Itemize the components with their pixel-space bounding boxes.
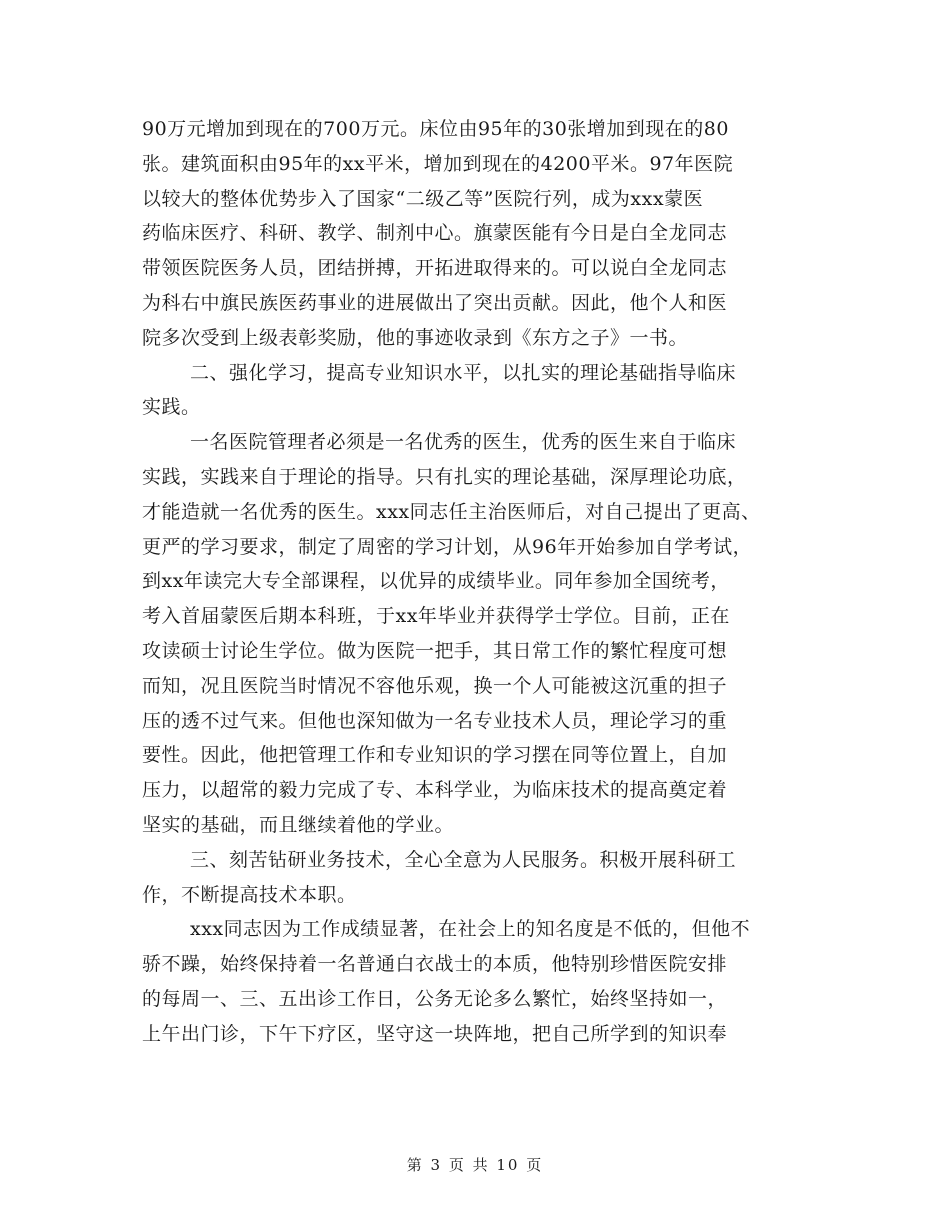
text-line: 攻读硕士讨论生学位。做为医院一把手，其日常工作的繁忙程度可想 <box>142 639 728 662</box>
text-line: 到xx年读完大专全部课程，以优异的成绩毕业。同年参加全国统考， <box>142 570 730 593</box>
text-line: 坚实的基础，而且继续着他的学业。 <box>142 813 455 836</box>
text-line: 院多次受到上级表彰奖励，他的事迹收录到《东方之子》一书。 <box>142 326 689 349</box>
text-line: 为科右中旗民族医药事业的进展做出了突出贡献。因此，他个人和医 <box>142 291 728 314</box>
text-line: 骄不躁，始终保持着一名普通白衣战士的本质，他特别珍惜医院安排 <box>142 953 728 976</box>
text-line: 才能造就一名优秀的医生。xxx同志任主治医师后，对自己提出了更高、 <box>142 500 761 523</box>
text-line: 压的透不过气来。但他也深知做为一名专业技术人员，理论学习的重 <box>142 709 728 732</box>
text-line: 要性。因此，他把管理工作和专业知识的学习摆在同等位置上，自加 <box>142 744 728 767</box>
text-line: 更严的学习要求，制定了周密的学习计划，从96年开始参加自学考试， <box>142 535 753 558</box>
text-line: 实践，实践来自于理论的指导。只有扎实的理论基础，深厚理论功底， <box>142 465 747 488</box>
text-line: 二、强化学习，提高专业知识水平，以扎实的理论基础指导临床 <box>190 361 737 384</box>
text-line: 考入首届蒙医后期本科班，于xx年毕业并获得学士学位。目前，正在 <box>142 605 730 628</box>
text-line: 压力，以超常的毅力完成了专、本科学业，为临床技术的提高奠定着 <box>142 779 728 802</box>
text-line: xxx同志因为工作成绩显著，在社会上的知名度是不低的，但他不 <box>190 918 751 941</box>
text-line: 药临床医疗、科研、教学、制剂中心。旗蒙医能有今日是白全龙同志 <box>142 222 728 245</box>
text-line: 张。建筑面积由95年的xx平米，增加到现在的4200平米。97年医院 <box>142 152 734 175</box>
text-line: 带领医院医务人员，团结拼搏，开拓进取得来的。可以说白全龙同志 <box>142 257 728 280</box>
text-line: 作，不断提高技术本职。 <box>142 883 357 906</box>
document-body <box>142 112 842 1052</box>
text-line: 上午出门诊，下午下疗区，坚守这一块阵地，把自己所学到的知识奉 <box>142 1022 728 1045</box>
text-line: 实践。 <box>142 396 201 419</box>
text-line: 以较大的整体优势步入了国家“二级乙等”医院行列，成为xxx蒙医 <box>142 187 704 210</box>
page-footer: 第 3 页 共 10 页 <box>406 1156 544 1174</box>
text-line: 而知，况且医院当时情况不容他乐观，换一个人可能被这沉重的担子 <box>142 674 728 697</box>
text-line: 90万元增加到现在的700万元。床位由95年的30张增加到现在的80 <box>142 118 729 140</box>
text-line: 三、刻苦钻研业务技术，全心全意为人民服务。积极开展科研工 <box>190 848 737 871</box>
text-line: 的每周一、三、五出诊工作日，公务无论多么繁忙，始终坚持如一， <box>142 987 728 1010</box>
text-line: 一名医院管理者必须是一名优秀的医生，优秀的医生来自于临床 <box>190 431 737 454</box>
